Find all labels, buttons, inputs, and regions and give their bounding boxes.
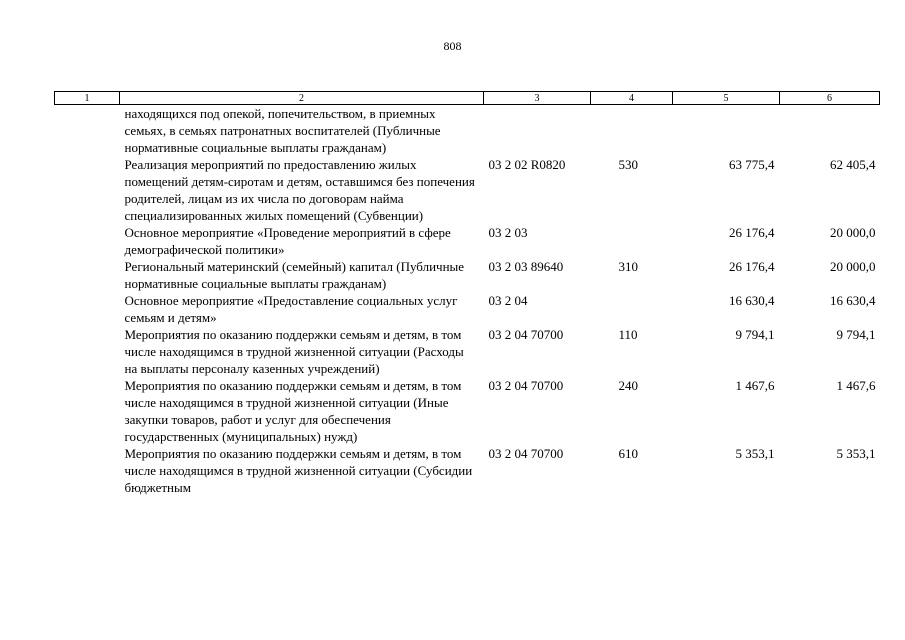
budget-table [54,91,880,496]
row-name: Основное мероприятие «Предоставление социальных услуг семьям и детям» [124,293,458,325]
row-name: Мероприятия по оказанию поддержки семьям и детям, в том числе находящимся в трудной жизненной ситуации (Субсидии бюджетным [124,446,473,495]
header-col-4: 4 [591,92,673,105]
row-code: 03 2 03 89640 [488,259,564,274]
row-name: Мероприятия по оказанию поддержки семьям и детям, в том числе находящимся в трудной жизненной ситуации (Иные закупки товаров, работ и услуг для обеспечения государственных (муниципальных) нужд) [124,378,462,444]
row-sum-1: 26 176,4 [729,225,775,240]
row-sum-1: 26 176,4 [729,259,775,274]
table-row [55,258,880,292]
row-sum-2: 62 405,4 [830,157,876,172]
row-expense-type: 310 [618,259,638,274]
row-name: находящихся под опекой, попечительством, в приемных семьях, в семьях патронатных воспитателей (Публичные нормативные социальные выплаты гражданам) [124,106,441,155]
header-col-5: 5 [673,92,780,105]
row-sum-1 [673,105,780,157]
row-sum-1: 1 467,6 [735,378,775,393]
row-expense-type: 610 [618,446,638,461]
row-index-cell [55,326,120,377]
header-col-2: 2 [120,92,484,105]
row-name: Региональный материнский (семейный) капитал (Публичные нормативные социальные выплаты гражданам) [124,259,465,291]
row-code [484,105,591,157]
row-expense-type [591,224,673,258]
header-col-3: 3 [484,92,591,105]
row-sum-2: 9 794,1 [836,327,876,342]
row-index-cell [55,292,120,326]
header-col-6: 6 [780,92,880,105]
row-index-cell [55,445,120,496]
table-row [55,445,880,496]
table-row [55,377,880,445]
row-expense-type: 110 [618,327,638,342]
row-expense-type: 530 [618,157,638,172]
row-sum-2 [780,105,880,157]
row-index-cell [55,258,120,292]
row-sum-2: 16 630,4 [830,293,876,308]
table-row [55,292,880,326]
row-code: 03 2 04 70700 [488,446,564,461]
row-code: 03 2 02 R0820 [488,157,566,172]
page-number: 808 [443,39,462,53]
table-header [55,92,880,105]
table-body [55,105,880,497]
row-code: 03 2 04 70700 [488,378,564,393]
table-row [55,105,880,157]
row-code: 03 2 04 [488,293,528,308]
row-index-cell [55,224,120,258]
row-sum-1: 16 630,4 [729,293,775,308]
row-index-cell [55,105,120,157]
row-index-cell [55,377,120,445]
row-name: Реализация мероприятий по предоставлению жилых помещений детям-сиротам и детям, оставшимся без попечения родителей, лицам из их числа по договорам найма специализированных жилых помещений (Субвенции) [124,157,475,223]
row-name: Основное мероприятие «Проведение мероприятий в сфере демографической политики» [124,225,451,257]
row-code: 03 2 04 70700 [488,327,564,342]
row-sum-2: 20 000,0 [830,259,876,274]
row-code: 03 2 03 [488,225,528,240]
row-expense-type: 240 [618,378,638,393]
row-sum-1: 63 775,4 [729,157,775,172]
table-row [55,326,880,377]
row-sum-1: 5 353,1 [735,446,775,461]
row-sum-2: 1 467,6 [836,378,876,393]
table-row [55,156,880,224]
row-sum-2: 5 353,1 [836,446,876,461]
row-expense-type [591,292,673,326]
row-expense-type [591,105,673,157]
header-col-1: 1 [55,92,120,105]
row-index-cell [55,156,120,224]
row-sum-1: 9 794,1 [735,327,775,342]
header-row [55,92,880,105]
row-sum-2: 20 000,0 [830,225,876,240]
table-row [55,224,880,258]
row-name: Мероприятия по оказанию поддержки семьям и детям, в том числе находящимся в трудной жизненной ситуации (Расходы на выплаты персоналу казенных учреждений) [124,327,464,376]
